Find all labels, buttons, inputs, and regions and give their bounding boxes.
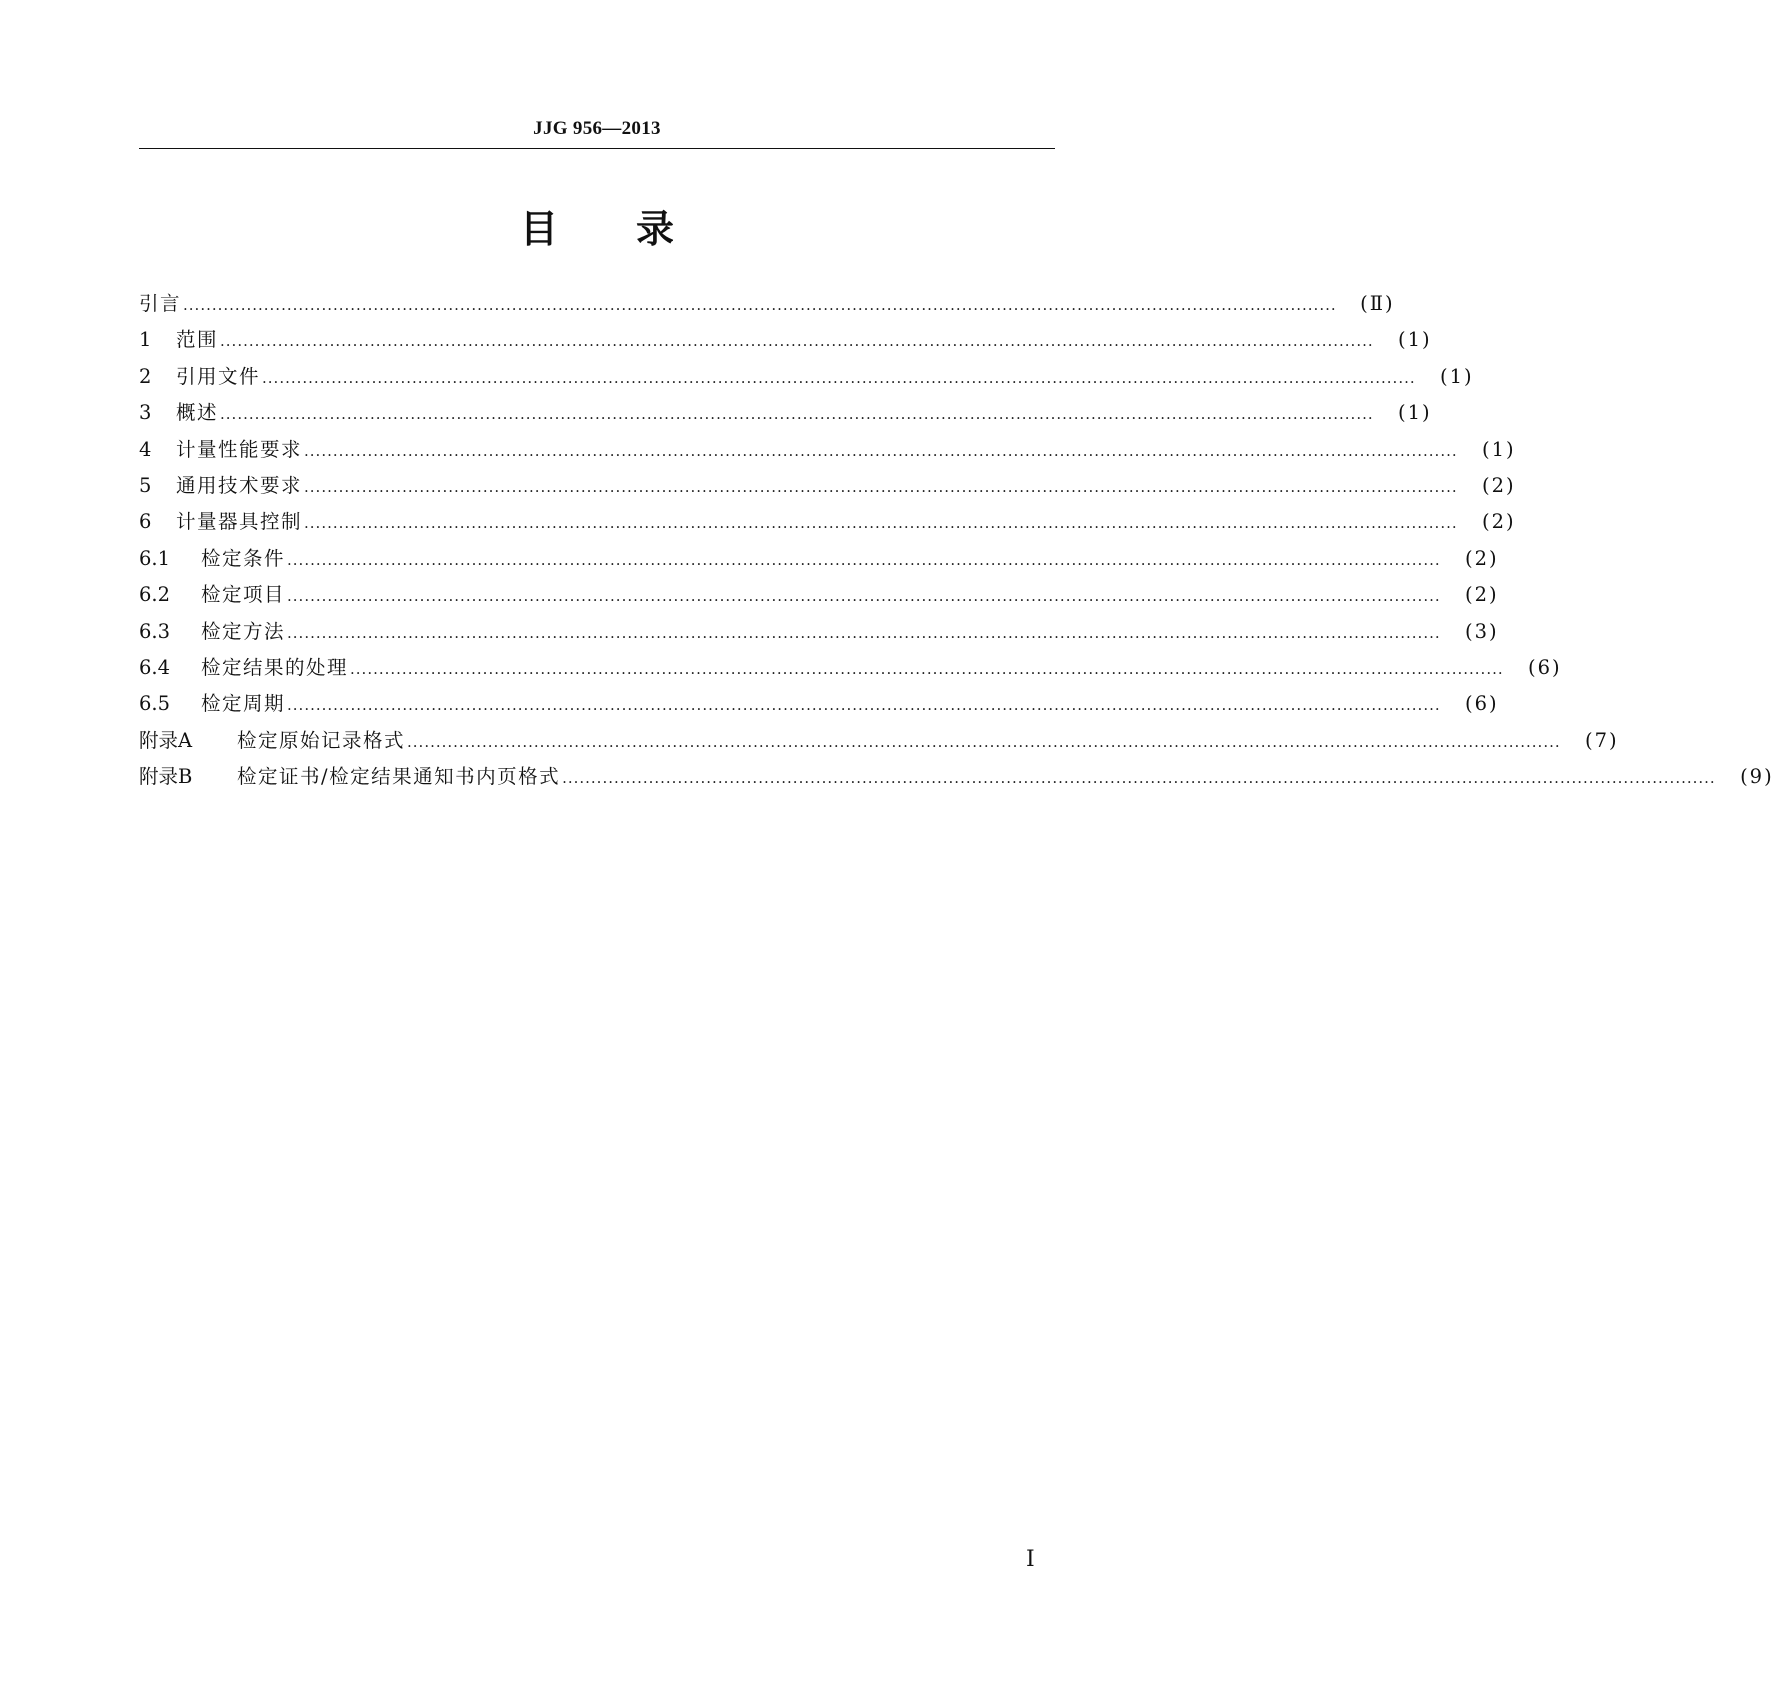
toc-entry-number: 附录A [139, 728, 193, 752]
toc-entry-number: 1 [139, 328, 152, 352]
page-number: Ⅰ [1026, 1546, 1035, 1571]
toc-entry-number: 附录B [139, 765, 193, 789]
toc-entry-page: (1) [1398, 328, 1432, 352]
toc-leader-dots: ........................................................................................................................................................................................................ [287, 696, 1441, 715]
toc-entry-title: 概述 [176, 401, 219, 425]
toc-entry[interactable] [139, 506, 1516, 542]
toc-entry[interactable] [139, 288, 1395, 324]
toc-entry-title: 引言 [139, 292, 182, 315]
toc-entry-page: (7) [1585, 728, 1619, 752]
toc-entry-page: (2) [1465, 546, 1499, 570]
toc-entry-number: 2 [139, 364, 152, 388]
toc-entry[interactable] [139, 361, 1474, 397]
toc-entry-page: (3) [1465, 619, 1499, 643]
toc-entry[interactable] [139, 761, 1774, 797]
toc-entry-number: 5 [139, 473, 152, 497]
toc-entry-page: (6) [1528, 655, 1562, 679]
toc-entry-title: 范围 [176, 328, 219, 352]
toc-leader-dots: ........................................................................................................................................................................................................ [304, 441, 1458, 460]
header-rule [139, 148, 1055, 149]
toc-entry-title: 检定周期 [201, 692, 286, 716]
toc-entry-title: 引用文件 [176, 364, 261, 388]
toc-entry-number: 6 [139, 510, 152, 534]
toc-leader-dots: ........................................................................................................................................................................................................ [304, 477, 1458, 496]
toc-entry[interactable] [139, 579, 1499, 615]
toc-entry-number: 6.1 [139, 546, 171, 570]
toc-leader-dots: ........................................................................................................................................................................................................ [183, 296, 1337, 314]
toc-entry-title: 检定项目 [201, 583, 286, 607]
toc-title-char-2: 录 [636, 207, 675, 251]
toc-entry[interactable] [139, 470, 1516, 506]
toc-entry-title: 检定证书/检定结果通知书内页格式 [237, 765, 561, 789]
toc-leader-dots: ........................................................................................................................................................................................................ [220, 405, 1374, 424]
toc-entry-number: 6.2 [139, 583, 171, 607]
toc-entry-title: 计量性能要求 [176, 437, 303, 461]
toc-entry-page: (6) [1465, 692, 1499, 716]
toc-leader-dots: ........................................................................................................................................................................................................ [287, 550, 1441, 569]
toc-entry-title: 检定结果的处理 [201, 655, 349, 679]
toc-entry-title: 通用技术要求 [176, 473, 303, 497]
toc-entry[interactable] [139, 434, 1516, 470]
toc-entry-page: (2) [1465, 583, 1499, 607]
toc-entry[interactable] [139, 652, 1562, 688]
toc-leader-dots: ........................................................................................................................................................................................................ [262, 368, 1416, 387]
toc-leader-dots: ........................................................................................................................................................................................................ [287, 623, 1441, 642]
toc-entry[interactable] [139, 324, 1432, 360]
toc-entry[interactable] [139, 725, 1619, 761]
toc-entry-page: (2) [1482, 510, 1516, 534]
toc-entry-number: 6.5 [139, 692, 171, 716]
toc-leader-dots: ........................................................................................................................................................................................................ [407, 732, 1561, 751]
toc-entry-page: (Ⅱ) [1360, 292, 1395, 315]
toc-leader-dots: ........................................................................................................................................................................................................ [287, 587, 1441, 606]
toc-leader-dots: ........................................................................................................................................................................................................ [562, 769, 1716, 788]
toc-entry-number: 6.3 [139, 619, 171, 643]
toc-entry-page: (1) [1398, 401, 1432, 425]
toc-entry[interactable] [139, 397, 1432, 433]
toc-title [139, 198, 1055, 253]
toc-entry-title: 检定方法 [201, 619, 286, 643]
toc-entry[interactable] [139, 543, 1499, 579]
toc-entry-page: (1) [1482, 437, 1516, 461]
toc-entry-number: 6.4 [139, 655, 171, 679]
toc-entry-page: (1) [1440, 364, 1474, 388]
toc-entry-number: 4 [139, 437, 152, 461]
toc-title-char-1: 目 [519, 207, 558, 251]
toc-entry[interactable] [139, 616, 1499, 652]
table-of-contents [139, 288, 1774, 797]
toc-entry-title: 检定条件 [201, 546, 286, 570]
running-header: JJG 956—2013 [533, 118, 661, 139]
toc-entry-number: 3 [139, 401, 152, 425]
toc-leader-dots: ........................................................................................................................................................................................................ [220, 332, 1374, 351]
toc-leader-dots: ........................................................................................................................................................................................................ [304, 514, 1458, 533]
toc-entry-page: (2) [1482, 473, 1516, 497]
toc-entry[interactable] [139, 688, 1499, 724]
toc-entry-page: (9) [1740, 765, 1774, 789]
toc-entry-title: 检定原始记录格式 [237, 728, 406, 752]
toc-entry-title: 计量器具控制 [176, 510, 303, 534]
toc-leader-dots: ........................................................................................................................................................................................................ [350, 659, 1504, 678]
